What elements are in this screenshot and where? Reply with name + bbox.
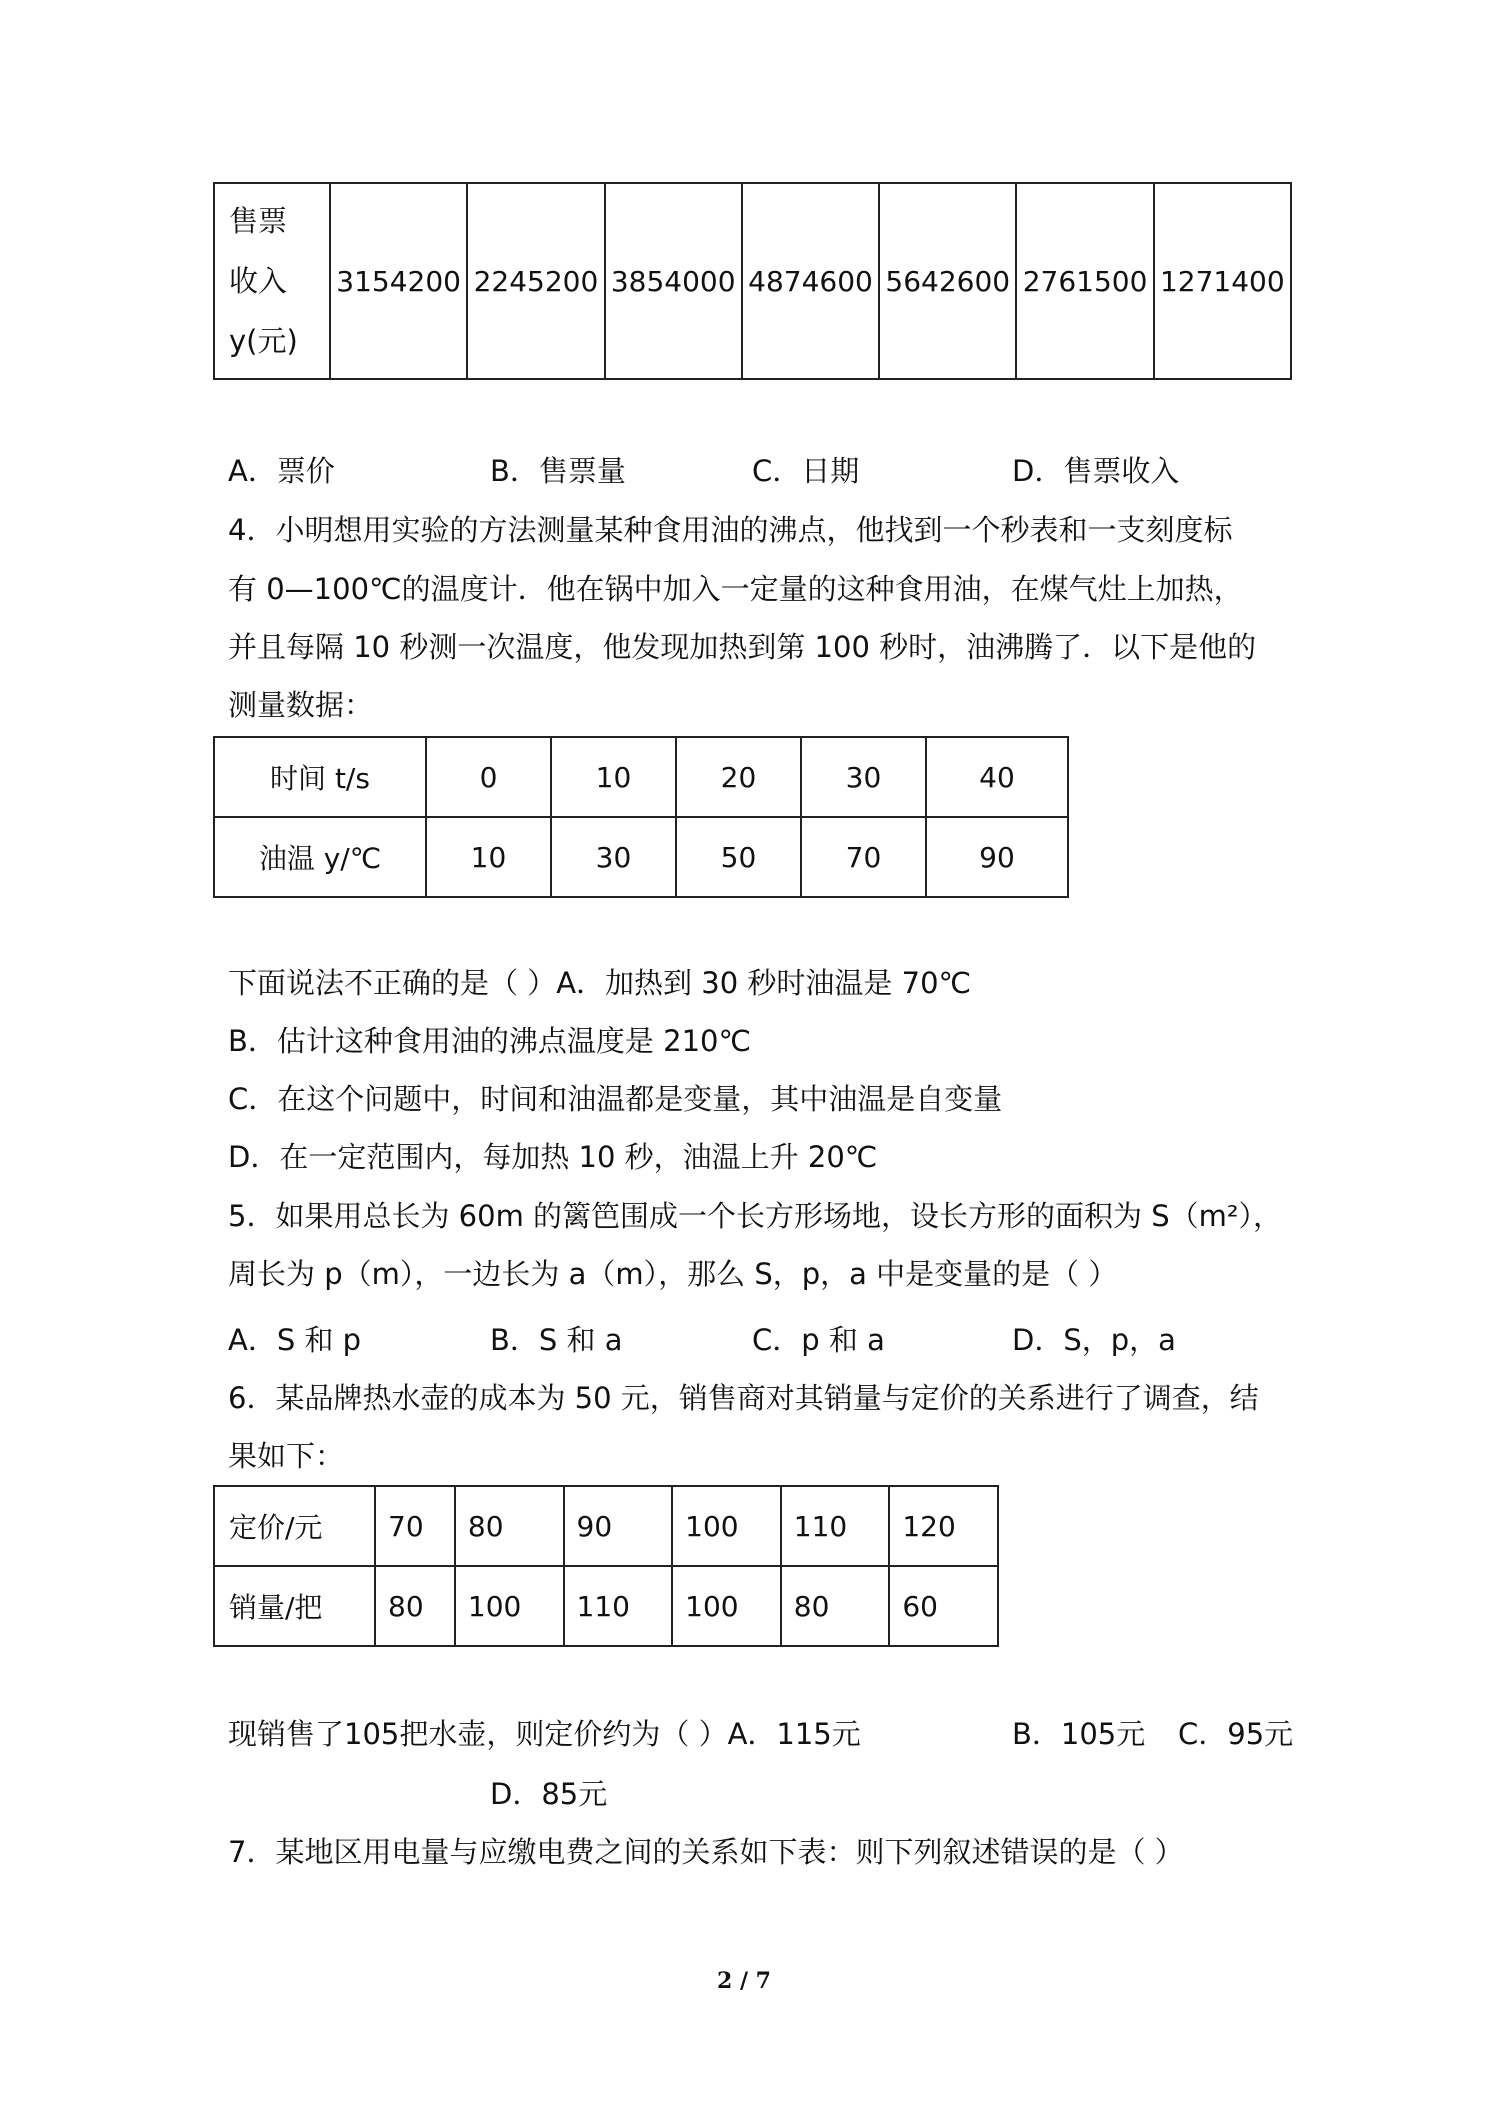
table-row: [214, 1566, 998, 1646]
q3-option-a: A．票价: [228, 454, 335, 488]
table-cell: 3854000: [605, 183, 742, 379]
table-cell: 100: [455, 1566, 564, 1646]
q6-question: 现销售了105把水壶，则定价约为（ ）A．115元: [228, 1717, 861, 1751]
table-cell: 60: [889, 1566, 998, 1646]
row-header: 定价/元: [214, 1486, 375, 1566]
q4-after-line: B．估计这种食用油的沸点温度是 210℃: [228, 1024, 752, 1058]
table-cell: 50: [676, 817, 801, 897]
table-cell: 30: [551, 817, 676, 897]
table-row: [214, 817, 1068, 897]
q4-line: 并且每隔 10 秒测一次温度，他发现加热到第 100 秒时，油沸腾了．以下是他的: [228, 630, 1257, 664]
table-row: [214, 1486, 998, 1566]
table-cell: 10: [426, 817, 551, 897]
q4-line: 测量数据：: [228, 688, 374, 722]
page-number: 2 / 7: [717, 1968, 771, 1994]
table-cell: 40: [926, 737, 1068, 817]
table-cell: 80: [375, 1566, 455, 1646]
q4-line: 4．小明想用实验的方法测量某种食用油的沸点，他找到一个秒表和一支刻度标: [228, 513, 1233, 547]
table-cell: 70: [375, 1486, 455, 1566]
table-cell: 30: [801, 737, 926, 817]
table-cell: 2761500: [1016, 183, 1153, 379]
q4-after-line: D．在一定范围内，每加热 10 秒，油温上升 20℃: [228, 1140, 878, 1174]
q7-line: 7．某地区用电量与应缴电费之间的关系如下表：则下列叙述错误的是（ ）: [228, 1835, 1184, 1869]
header-line: y(元): [229, 324, 298, 358]
q6-option-b: B．105元: [1012, 1717, 1146, 1751]
q3-option-b: B．售票量: [490, 454, 626, 488]
q3-option-c: C．日期: [752, 454, 860, 488]
table-cell: 5642600: [879, 183, 1016, 379]
table-cell: 80: [455, 1486, 564, 1566]
table-cell: 110: [564, 1566, 673, 1646]
table-cell: 2245200: [467, 183, 604, 379]
table-cell: 90: [926, 817, 1068, 897]
q5-option-c: C．p 和 a: [752, 1323, 885, 1357]
q4-line: 有 0—100℃的温度计．他在锅中加入一定量的这种食用油，在煤气灶上加热，: [228, 572, 1243, 606]
table-cell: 4874600: [742, 183, 879, 379]
table-cell: 90: [564, 1486, 673, 1566]
header-line: 收入: [229, 264, 288, 298]
q6-line: 6．某品牌热水壶的成本为 50 元，销售商对其销量与定价的关系进行了调查，结: [228, 1381, 1259, 1415]
q6-line: 果如下：: [228, 1439, 345, 1473]
oil-temperature-table: [213, 736, 1069, 898]
table-row: [214, 737, 1068, 817]
table-cell: 20: [676, 737, 801, 817]
table-cell: 80: [781, 1566, 890, 1646]
q5-option-b: B．S 和 a: [490, 1323, 623, 1357]
row-header: 销量/把: [214, 1566, 375, 1646]
table-cell: 0: [426, 737, 551, 817]
table-cell: 3154200: [330, 183, 467, 379]
kettle-price-table: [213, 1485, 999, 1647]
ticket-income-table: [213, 182, 1292, 380]
table-cell: 70: [801, 817, 926, 897]
table-cell: 100: [672, 1486, 781, 1566]
table-cell: 1271400: [1154, 183, 1291, 379]
q5-option-a: A．S 和 p: [228, 1323, 362, 1357]
row-header: 时间 t/s: [214, 737, 426, 817]
row-header: 油温 y/℃: [214, 817, 426, 897]
q5-line: 5．如果用总长为 60m 的篱笆围成一个长方形场地，设长方形的面积为 S（m²），: [228, 1199, 1283, 1233]
table-cell: 10: [551, 737, 676, 817]
row-header: [214, 183, 330, 379]
q4-after-line: C．在这个问题中，时间和油温都是变量，其中油温是自变量: [228, 1082, 1003, 1116]
q6-option-d: D．85元: [490, 1777, 608, 1811]
table-row: [214, 183, 1291, 379]
table-cell: 110: [781, 1486, 890, 1566]
q3-option-d: D．售票收入: [1012, 454, 1180, 488]
q4-after-line: 下面说法不正确的是（ ）A．加热到 30 秒时油温是 70℃: [228, 966, 972, 1000]
table-cell: 120: [889, 1486, 998, 1566]
table-cell: 100: [672, 1566, 781, 1646]
q5-option-d: D．S，p，a: [1012, 1323, 1176, 1357]
q5-line: 周长为 p（m），一边长为 a（m），那么 S，p，a 中是变量的是（ ）: [228, 1257, 1118, 1291]
q6-option-c: C．95元: [1178, 1717, 1294, 1751]
header-line: 售票: [229, 204, 288, 238]
